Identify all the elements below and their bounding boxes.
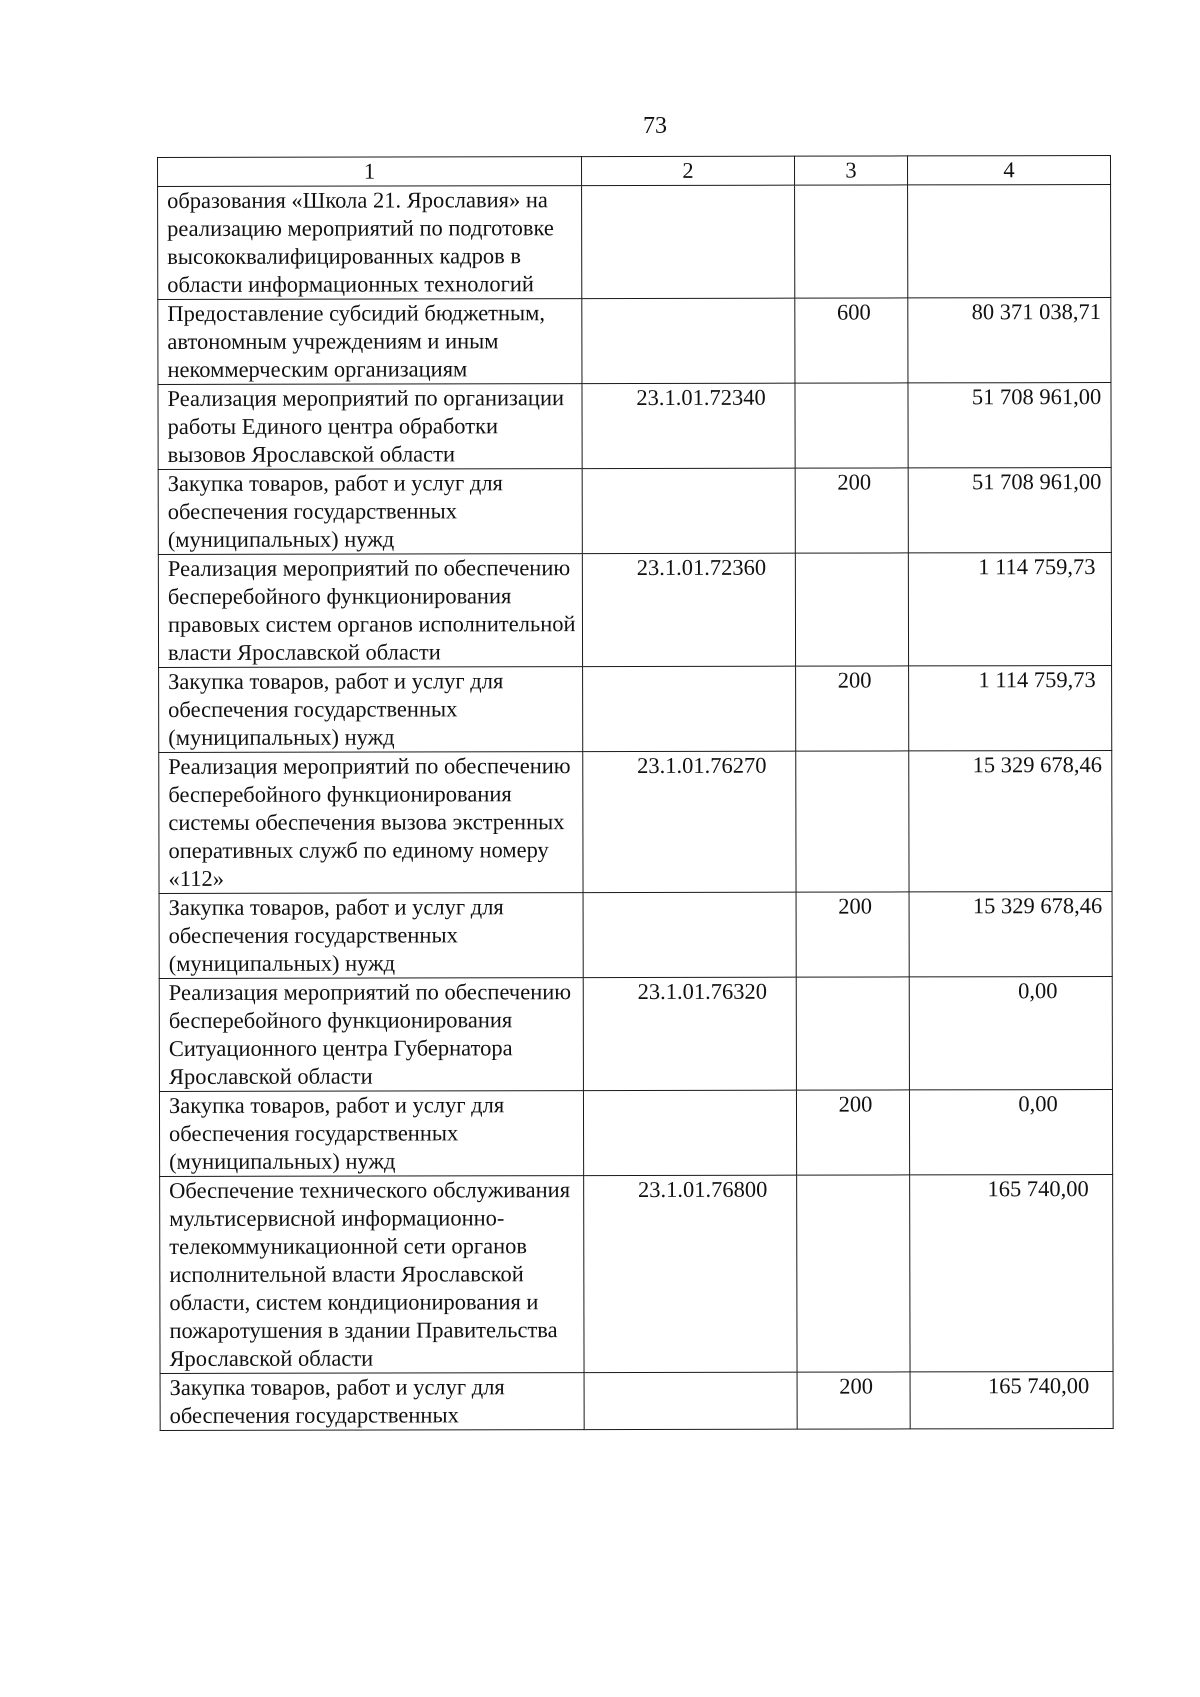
row-name-text: Предоставление субсидий бюджетным, автономным учреждениям и иным некоммерческим организациям <box>167 300 546 382</box>
table-row <box>159 666 1112 753</box>
row-name-cell <box>160 1176 584 1374</box>
row-name-cell <box>158 554 582 668</box>
row-kind-text: 200 <box>837 469 872 495</box>
row-kind-cell <box>796 977 909 1090</box>
table-row <box>159 977 1112 1092</box>
row-name-cell <box>158 469 582 555</box>
row-amount-text: 1 114 759,73 <box>978 667 1096 693</box>
row-amount-text: 51 708 961,00 <box>971 469 1102 495</box>
row-name-text: Реализация мероприятий по обеспечению бесперебойного функционирования правовых систем органов исполнительной власти Ярославской области <box>167 555 576 665</box>
table-row <box>158 553 1111 668</box>
row-kind-cell <box>795 298 908 383</box>
column-header-2: 2 <box>582 156 795 185</box>
row-kind-cell <box>796 751 909 892</box>
table-body <box>158 185 1114 1431</box>
row-amount-cell <box>909 892 1112 977</box>
row-name-text: Закупка товаров, работ и услуг для обеспечения государственных (муниципальных) нужд <box>168 668 504 750</box>
row-code-cell <box>583 666 796 751</box>
row-kind-cell <box>796 1090 909 1175</box>
row-kind-cell <box>796 892 909 977</box>
row-amount-text: 0,00 <box>1018 978 1058 1004</box>
row-kind-cell <box>795 468 908 553</box>
row-name-cell <box>159 667 583 753</box>
row-amount-text: 51 708 961,00 <box>971 384 1102 410</box>
row-amount-cell <box>910 1372 1113 1429</box>
row-name-cell <box>159 978 583 1092</box>
row-code-cell <box>582 468 795 553</box>
table-row <box>159 1090 1112 1177</box>
row-name-text: Закупка товаров, работ и услуг для обеспечения государственных (муниципальных) нужд <box>168 1092 505 1174</box>
row-kind-cell <box>795 553 908 666</box>
row-kind-cell <box>797 1175 910 1372</box>
table-row <box>160 1372 1113 1431</box>
row-code-cell <box>584 1372 797 1429</box>
row-kind-text: 200 <box>838 1091 873 1117</box>
row-kind-text: 600 <box>836 299 871 325</box>
row-name-text: Обеспечение технического обслуживания мультисервисной информационно-телекоммуникационной сети органов исполнительной власти Ярославской области, систем кондиционирования и пожаротушения в здании Правительства Ярославской области <box>169 1177 571 1371</box>
row-amount-text: 15 329 678,46 <box>972 893 1103 919</box>
row-code-text: 23.1.01.76320 <box>637 978 767 1004</box>
row-amount-cell <box>908 185 1111 298</box>
budget-table <box>157 155 1114 1431</box>
row-amount-cell <box>910 1175 1113 1372</box>
row-name-cell <box>159 1091 583 1177</box>
row-name-text: образования «Школа 21. Ярославия» на реализацию мероприятий по подготовке высококвалифицированных кадров в области информационных технологий <box>167 187 554 297</box>
row-code-text: 23.1.01.72360 <box>636 554 767 580</box>
row-amount-cell <box>909 666 1112 751</box>
row-amount-text: 1 114 759,73 <box>978 554 1096 580</box>
row-name-cell <box>159 893 583 979</box>
row-amount-cell <box>908 553 1111 666</box>
row-code-cell <box>583 977 796 1090</box>
row-amount-cell <box>909 977 1112 1090</box>
row-kind-text: 200 <box>837 667 872 693</box>
row-amount-text: 15 329 678,46 <box>972 752 1102 778</box>
row-code-text: 23.1.01.76270 <box>637 752 767 778</box>
row-code-cell <box>584 1175 797 1372</box>
row-amount-cell <box>908 298 1111 383</box>
row-code-text: 23.1.01.72340 <box>636 384 766 410</box>
header-row <box>158 156 1111 187</box>
table-row <box>158 298 1111 385</box>
row-kind-cell <box>796 666 909 751</box>
row-amount-text: 165 740,00 <box>987 1176 1089 1202</box>
row-name-text: Реализация мероприятий по обеспечению бесперебойного функционирования Ситуационного центра Губернатора Ярославской области <box>168 979 572 1089</box>
table-row <box>158 185 1111 300</box>
row-amount-cell <box>908 468 1111 553</box>
row-code-cell <box>583 1090 796 1175</box>
row-name-cell <box>159 752 583 894</box>
column-header-3: 3 <box>794 156 907 185</box>
row-code-cell <box>583 892 796 977</box>
page-number: 73 <box>643 113 667 139</box>
row-name-cell <box>160 1373 584 1431</box>
row-name-cell <box>158 186 582 300</box>
row-kind-cell <box>795 185 908 298</box>
table-row <box>158 468 1111 555</box>
row-name-text: Закупка товаров, работ и услуг для обеспечения государственных <box>169 1374 505 1428</box>
row-code-cell <box>582 553 795 666</box>
row-amount-text: 80 371 038,71 <box>971 299 1102 325</box>
row-name-text: Закупка товаров, работ и услуг для обеспечения государственных (муниципальных) нужд <box>167 470 503 552</box>
column-header-1: 1 <box>158 157 582 187</box>
row-kind-text: 200 <box>838 893 872 919</box>
row-name-cell <box>158 384 582 470</box>
row-name-cell <box>158 299 582 385</box>
row-amount-text: 0,00 <box>1018 1091 1058 1117</box>
row-amount-cell <box>909 751 1112 892</box>
row-kind-text: 200 <box>839 1373 873 1399</box>
table-row <box>158 383 1111 470</box>
row-name-text: Реализация мероприятий по обеспечению бесперебойного функционирования системы обеспечения вызова экстренных оперативных служб по единому номеру «112» <box>168 753 571 891</box>
row-amount-text: 165 740,00 <box>987 1373 1090 1399</box>
row-code-cell <box>582 185 795 298</box>
row-code-cell <box>583 751 796 892</box>
row-code-cell <box>582 298 795 383</box>
row-kind-cell <box>795 383 908 468</box>
row-code-text: 23.1.01.76800 <box>637 1176 768 1202</box>
row-name-text: Реализация мероприятий по организации работы Единого центра обработки вызовов Ярославской области <box>167 385 565 467</box>
row-kind-cell <box>797 1372 910 1429</box>
column-header-4: 4 <box>907 156 1110 185</box>
table-row <box>159 751 1112 894</box>
row-amount-cell <box>908 383 1111 468</box>
table-row <box>160 1175 1113 1374</box>
row-name-text: Закупка товаров, работ и услуг для обеспечения государственных (муниципальных) нужд <box>168 894 504 976</box>
row-code-cell <box>582 383 795 468</box>
table-row <box>159 892 1112 979</box>
row-amount-cell <box>909 1090 1112 1175</box>
